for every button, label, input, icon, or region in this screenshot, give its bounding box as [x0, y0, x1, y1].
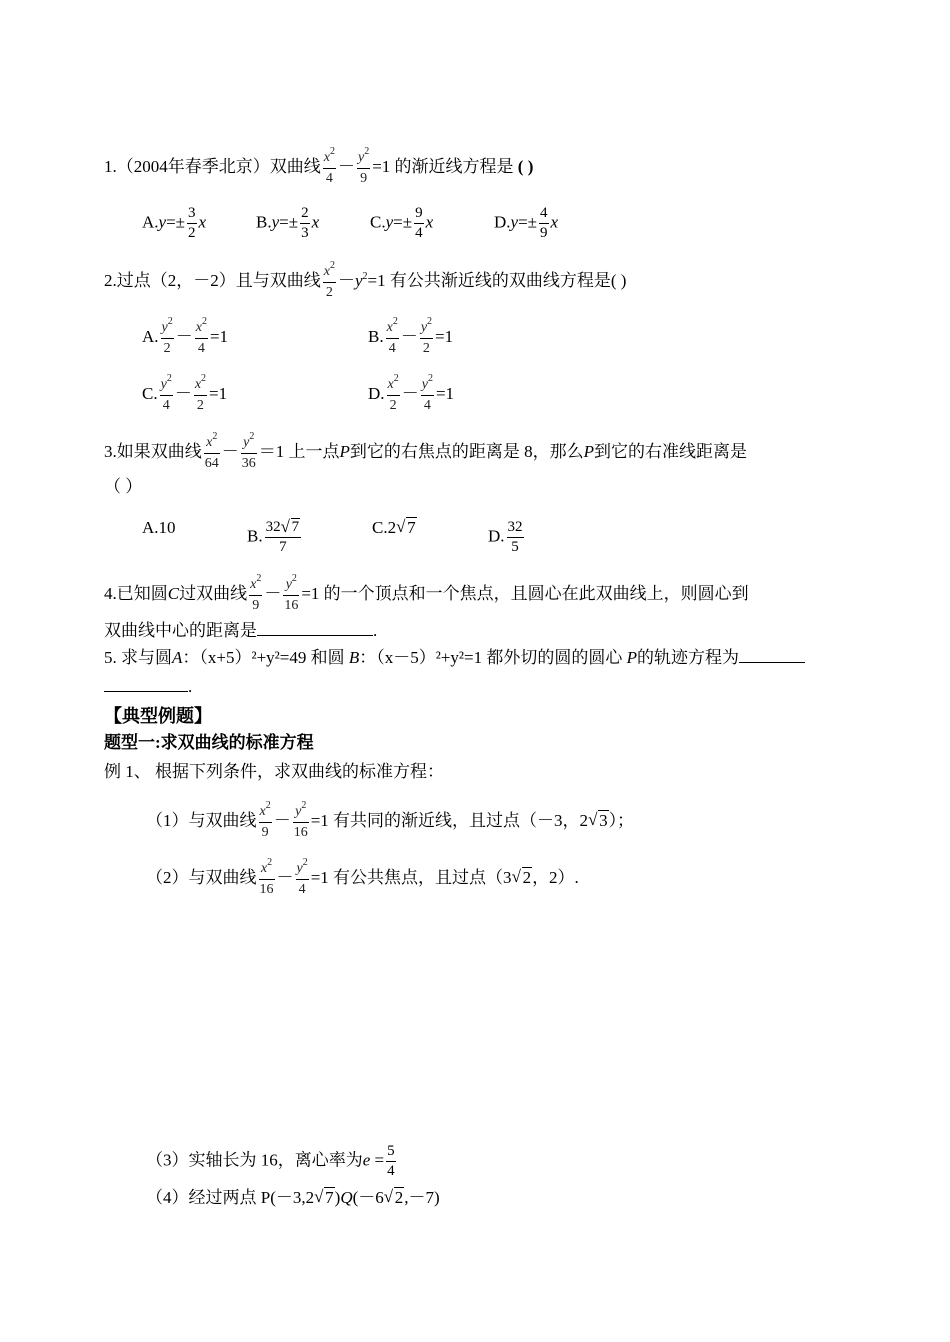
q5-line-2: . — [104, 676, 192, 698]
q1-option-b: B.y=± $\frac{2}{3}$ x — [256, 205, 320, 241]
q1-frac-y: $\frac{y^2}{9}$ — [357, 146, 370, 186]
q3-answer-paren: （ ） — [104, 477, 143, 496]
q2-option-a: A. $\frac{y^2}{2}$ － $\frac{x^2}{4}$ =1 — [142, 316, 229, 356]
q1-text: 双曲线 — [269, 156, 321, 176]
q1-option-d: D.y=± $\frac{4}{9}$ x — [494, 205, 559, 241]
q3-option-d: D. $\frac{32}{5}$ — [488, 519, 523, 555]
q1-number: 1. — [104, 156, 117, 176]
section-subheading: 题型一:求双曲线的标准方程 — [104, 733, 314, 752]
q2-line: 2.过点（2，－2）且与双曲线 $\frac{x^2}{2}$ $-y^2=1$ 有公共渐近线的双曲线方程是( ) — [104, 260, 627, 300]
q3-number: 3. — [104, 441, 117, 461]
q2-number: 2. — [104, 270, 117, 290]
q3-line: 3.如果双曲线 $\frac{x^2}{64}$ － $\frac{y^2}{36}$ ＝1 上一点P到它的右焦点的距离是 8，那么P到它的右准线距离是 — [104, 431, 748, 471]
q1-option-c: C.y=± $\frac{9}{4}$ x — [370, 205, 434, 241]
q5-answer-blank[interactable] — [739, 661, 805, 663]
q1-question: 的渐近线方程是 — [394, 156, 514, 176]
q2-option-c: C. $\frac{y^2}{4}$ － $\frac{x^2}{2}$ =1 — [142, 373, 228, 413]
q2-question: =1 有公共渐近线的双曲线方程是( ) — [367, 270, 627, 290]
q5-line: 5. 求与圆A：（x+5）²+y²=49 和圆 B：（x－5）²+y²=1 都外切的圆的圆心 P的轨迹方程为 — [104, 647, 805, 669]
q2-frac: $\frac{x^2}{2}$ — [323, 260, 335, 300]
q2-option-d: D. $\frac{x^2}{2}$ － $\frac{y^2}{4}$ =1 — [368, 373, 455, 413]
section-heading: 【典型例题】 — [104, 706, 212, 726]
q5-answer-blank-2[interactable] — [104, 690, 188, 692]
example-1-intro: 例 1、 根据下列条件，求双曲线的标准方程： — [104, 762, 444, 781]
q2-option-b: B. $\frac{x^2}{4}$ － $\frac{y^2}{2}$ =1 — [368, 316, 454, 356]
example-1-part-2: （2）与双曲线 $\frac{x^2}{16}$ － $\frac{y^2}{4}$ =1 有公共焦点，且过点（3√ 2，2）. — [146, 859, 579, 899]
q1-frac-x: $\frac{x^2}{4}$ — [323, 146, 335, 186]
example-1-part-1: （1）与双曲线 $\frac{x^2}{9}$ － $\frac{y^2}{16}$ =1 有共同的渐近线，且过点（－3，2√ 3）； — [146, 802, 634, 842]
q4-line: 4.已知圆C过双曲线 $\frac{x^2}{9}$ － $\frac{y^2}{16}$ =1 的一个顶点和一个焦点，且圆心在此双曲线上，则圆心到 — [104, 573, 749, 613]
q3-text: 如果双曲线 — [116, 441, 202, 461]
q4-answer-blank[interactable] — [257, 634, 373, 636]
q1-answer-paren: ( ) — [517, 156, 534, 176]
example-1-part-3: （3）实轴长为 16，离心率为e = $\frac{5}{4}$ — [146, 1143, 395, 1179]
q3-option-c: C.2√ 7 — [372, 518, 417, 538]
q1-option-a: A.y=± $\frac{3}{2}$ x — [142, 205, 207, 241]
q1-line: 1.（2004年春季北京）双曲线 $\frac{x^2}{4}$ － $\frac{y^2}{9}$ =1 的渐近线方程是 ( ) — [104, 146, 534, 186]
example-1-part-4: （4）经过两点 P(－3,2√ 7)Q(－6√ 2,－7) — [146, 1187, 440, 1209]
q4-line-2: 双曲线中心的距离是 . — [104, 621, 378, 640]
q3-option-b: B. $\frac{32√ 7}{7}$ — [247, 518, 303, 557]
q5-number: 5. — [104, 648, 117, 667]
q4-number: 4. — [104, 583, 117, 603]
q2-text: 过点（2，－2）且与双曲线 — [116, 270, 321, 290]
q3-option-a: A.10 — [142, 518, 176, 537]
q1-source: （2004年春季北京） — [116, 156, 270, 176]
